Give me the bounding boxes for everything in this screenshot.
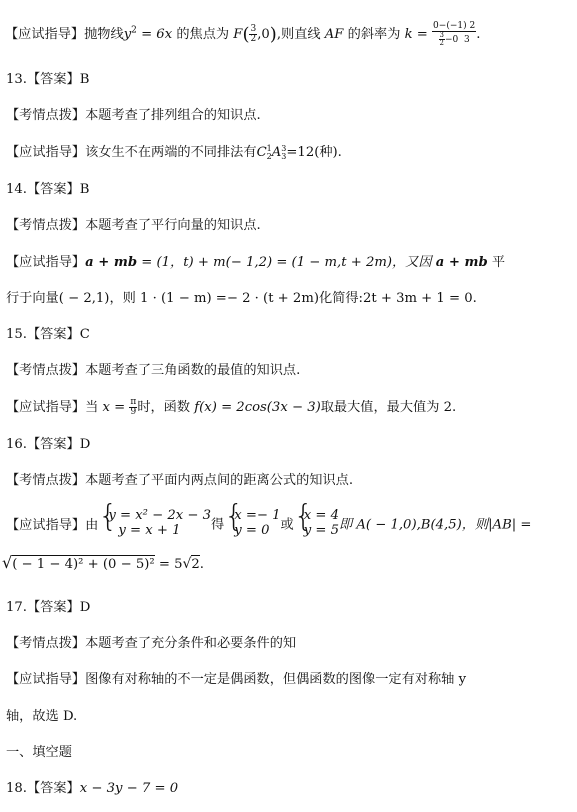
q17-point: 【考情点拨】本题考查了充分条件和必要条件的知: [6, 636, 297, 651]
q16-point: 【考情点拨】本题考查了平面内两点间的距离公式的知识点.: [6, 473, 354, 488]
line-q14-guide: [0, 251, 577, 270]
line-q17-guide-cont: [0, 705, 577, 724]
line-q16-answer: [0, 433, 577, 452]
math-vector: a + mb: [435, 255, 488, 270]
q14-guide-cont: 行于向量( − 2,1)，则 1 · (1 − m) =− 2 · (t + 2m)化简得:2t + 3m + 1 = 0.: [6, 291, 477, 306]
math-y: y: [123, 27, 132, 42]
line-q13-point: [0, 104, 577, 123]
line-section-title: [0, 741, 577, 760]
line-q17-guide: [0, 668, 577, 687]
equation-system-1: { y = x² − 2x − 3 y = x + 1: [98, 499, 212, 538]
line-q15-point: [0, 359, 577, 378]
math-C: C: [256, 145, 267, 160]
guide-text: 的斜率为: [343, 27, 405, 42]
line-q17-point: [0, 632, 577, 651]
q15-answer: 15.【答案】C: [6, 327, 90, 342]
line-q14-guide-cont: [0, 287, 577, 306]
q16-points: 即 A( − 1,0),B(4,5)，则|AB| =: [338, 517, 532, 533]
line-q14-answer: [0, 178, 577, 197]
sqrt-sign: √: [2, 553, 13, 572]
q13-result: =12(种).: [286, 145, 342, 160]
math-AF: AF: [324, 27, 344, 42]
q18-answer-value: x − 3y − 7 = 0: [79, 781, 179, 796]
q13-guide: 【应试指导】该女生不在两端的不同排法有: [6, 145, 257, 160]
q14-guide-text: 平: [487, 255, 506, 270]
q15-guide: 【应试指导】当: [6, 400, 103, 415]
line-q15-guide: [0, 396, 577, 417]
q16-result: = 5: [154, 557, 183, 572]
sqrt-content: ( − 1 − 4)² + (0 − 5)²: [12, 557, 155, 572]
line-q16-point: [0, 469, 577, 488]
q17-answer: 17.【答案】D: [6, 600, 91, 615]
q13-answer: 13.【答案】B: [6, 72, 90, 87]
line-q18-answer: [0, 777, 577, 796]
q14-point: 【考情点拨】本题考查了平行向量的知识点.: [6, 218, 261, 233]
math-eq: = 6x: [136, 27, 173, 42]
q18-answer-label: 18.【答案】: [6, 781, 80, 796]
math-sup: 2: [131, 25, 137, 36]
fraction-3-2: $\frac{3}{2}$: [250, 24, 257, 44]
line-q14-point: [0, 214, 577, 233]
q17-guide-cont: 轴，故选 D.: [6, 709, 78, 724]
period: .: [476, 27, 481, 42]
guide-text: 抛物线: [84, 27, 124, 42]
q16-text: 或: [280, 517, 294, 533]
math-F: F: [233, 27, 243, 42]
guide-tag: 【应试指导】: [6, 255, 86, 270]
guide-text: 的焦点为: [172, 27, 234, 42]
line-parabola-guide: 【应试指导】抛物线$y^2 = 6x$ 的焦点为 F( $\frac{3}{2}$ ,0),则直线 AF 的斜率为 k = 0−(−1) 2 $\frac{3}{2}$ −0 3 .: [5, 21, 481, 47]
math-function: f(x) = 2cos(3x − 3): [194, 400, 321, 415]
line-q17-answer: [0, 596, 577, 615]
fraction-slope: 0−(−1) 2 $\frac{3}{2}$ −0 3: [433, 21, 476, 47]
math-A: A: [271, 145, 282, 160]
line-q16-result: √( − 1 − 4)² + (0 − 5)² = 5√2.: [2, 553, 204, 572]
sqrt-2: 2: [191, 557, 200, 572]
math-k: k: [404, 27, 413, 42]
math-vector: a + mb: [85, 255, 138, 270]
fraction-pi-9: $\frac{\pi}{9}$: [130, 397, 137, 417]
q14-guide-text: = (1，t) + m(− 1,2) = (1 − m,t + 2m)，又因: [137, 255, 436, 270]
q14-answer: 14.【答案】B: [6, 182, 90, 197]
q15-text: 取最大值，最大值为 2.: [320, 400, 457, 415]
math-zero: ,0: [257, 27, 270, 42]
section-title: 一、填空题: [6, 745, 72, 760]
line-q13-guide: 【应试指导】该女生不在两端的不同排法有C 1 2 A 3 3 =12(种).: [6, 143, 342, 161]
period: .: [199, 557, 204, 572]
math-eq: =: [412, 27, 433, 42]
guide-text: ,则直线: [276, 27, 325, 42]
equation-system-3: { x = 4 y = 5: [293, 499, 339, 538]
q16-text: 得: [211, 517, 225, 533]
equation-system-2: { x =− 1 y = 0: [224, 499, 281, 538]
q17-guide: 【应试指导】图像有对称轴的不一定是偶函数，但偶函数的图像一定有对称轴 y: [6, 672, 467, 687]
q15-point: 【考情点拨】本题考查了三角函数的最值的知识点.: [6, 363, 301, 378]
line-q15-answer: [0, 323, 577, 342]
line-q16-guide: [0, 499, 577, 538]
q15-text: 时，函数: [137, 400, 195, 415]
guide-tag: 【应试指导】: [5, 27, 85, 42]
q16-answer: 16.【答案】D: [6, 437, 91, 452]
line-q13-answer: [0, 68, 577, 87]
q16-guide: 【应试指导】由: [6, 517, 99, 533]
q13-point: 【考情点拨】本题考查了排列组合的知识点.: [6, 108, 261, 123]
math-x: x =: [102, 400, 130, 415]
